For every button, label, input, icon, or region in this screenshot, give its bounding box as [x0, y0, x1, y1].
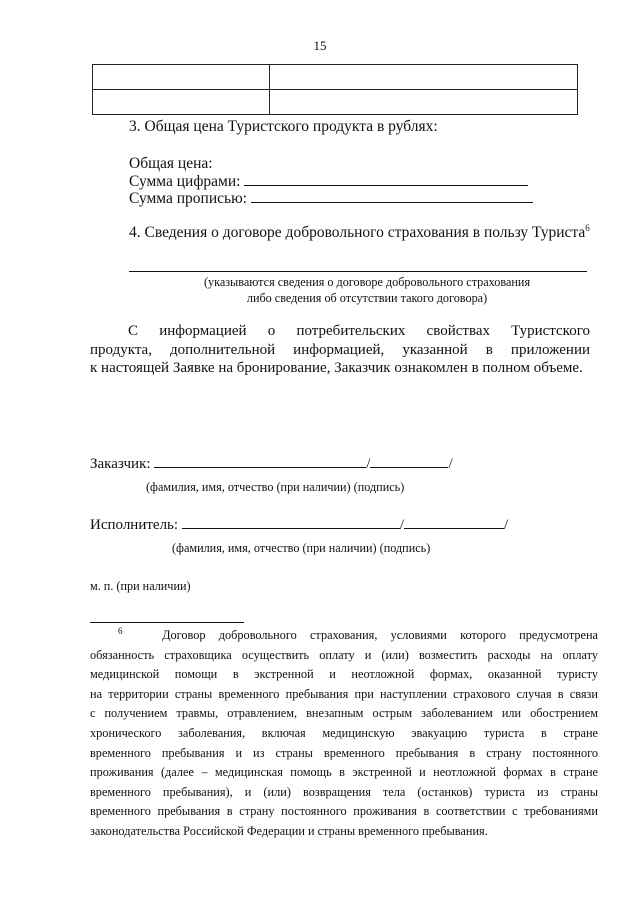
- sum-digits-field[interactable]: [244, 184, 528, 186]
- section3-heading: 3. Общая цена Туристского продукта в рублях:: [129, 118, 438, 135]
- footnote-body: [90, 626, 598, 842]
- footnote-line: $^6$ Договор добровольного страхования, условиями которого предусмотрена: [118, 626, 598, 642]
- separator: /: [448, 456, 453, 472]
- executor-name-field[interactable]: [182, 527, 400, 529]
- sum-digits-row: [129, 173, 528, 191]
- executor-label: Исполнитель:: [90, 517, 179, 533]
- executor-signature-row: [90, 517, 508, 534]
- total-price-label: Общая цена:: [129, 155, 213, 172]
- sum-digits-label: Сумма цифрами:: [129, 173, 241, 190]
- table-cell: [93, 90, 270, 115]
- table-row: [93, 65, 578, 90]
- stamp-note: м. п. (при наличии): [90, 579, 191, 593]
- separator: /: [366, 456, 371, 472]
- footnote-line: медицинской помощи в экстренной и неотложной формах, оказанной туристу: [90, 667, 598, 682]
- page-number: 15: [313, 38, 327, 53]
- sum-words-field[interactable]: [251, 201, 533, 203]
- footnote-line: временного пребывания в страну постоянного проживания в соответствии с требованиями: [90, 804, 598, 819]
- sum-words-label: Сумма прописью:: [129, 190, 247, 207]
- acknowledgement-line: С информацией о потребительских свойствах Туристского: [128, 323, 590, 339]
- footnote-divider: [90, 622, 244, 623]
- footnote-number: 6: [118, 626, 123, 636]
- executor-signature-field[interactable]: [404, 527, 504, 529]
- footnote-line: обязанность страховщика осуществить оплату и (или) возместить расходы на оплату: [90, 647, 598, 662]
- customer-hint: (фамилия, имя, отчество (при наличии) (подпись): [146, 480, 405, 494]
- footnote-line: хронического заболевания, включая медицинскую эвакуацию туриста в стране: [90, 725, 598, 740]
- executor-hint: (фамилия, имя, отчество (при наличии) (подпись): [172, 541, 431, 555]
- customer-name-field[interactable]: [154, 466, 366, 468]
- insurance-hint-line1: (указываются сведения о договоре добровольного страхования: [203, 275, 531, 289]
- footnote-line: временного пребывания и из страны временного пребывания в страну постоянного: [90, 745, 598, 760]
- insurance-info-field[interactable]: [129, 271, 587, 272]
- footnote-line: с получением травмы, отравлением, внезапным острым заболеванием или обострением: [90, 706, 598, 721]
- table-cell: [93, 65, 270, 90]
- section4-heading-row: [129, 224, 590, 242]
- acknowledgement-line: продукта, дополнительной информацией, указанной в приложении: [90, 341, 590, 358]
- footnote-line: проживания (далее – медицинская помощь в экстренной и неотложной формах в стране: [90, 765, 598, 780]
- footnote-line: временного пребывания), и (или) возвращения тела (останков) туриста из страны: [90, 784, 598, 799]
- insurance-hint-line2: либо сведения об отсутствии такого договора): [246, 291, 488, 305]
- separator: /: [504, 517, 509, 533]
- customer-label: Заказчик:: [90, 456, 151, 472]
- customer-signature-field[interactable]: [370, 466, 448, 468]
- acknowledgement-line: к настоящей Заявке на бронирование, Заказчик ознакомлен в полном объеме.: [90, 360, 583, 376]
- table-row: [93, 90, 578, 115]
- sum-words-row: [129, 190, 533, 208]
- customer-signature-row: [90, 456, 453, 473]
- footnote-reference: 6: [585, 222, 590, 233]
- continuation-table: [92, 64, 578, 115]
- section4-heading: 4. Сведения о договоре добровольного страхования в пользу Туриста: [129, 224, 586, 241]
- footnote-line: на территории страны временного пребывания при наступлении страхового случая в связи: [90, 686, 598, 701]
- table-cell: [270, 90, 578, 115]
- footnote-line: законодательства Российской Федерации и страны временного пребывания.: [90, 823, 488, 838]
- separator: /: [399, 517, 404, 533]
- table-cell: [270, 65, 578, 90]
- acknowledgement-paragraph: [90, 322, 590, 378]
